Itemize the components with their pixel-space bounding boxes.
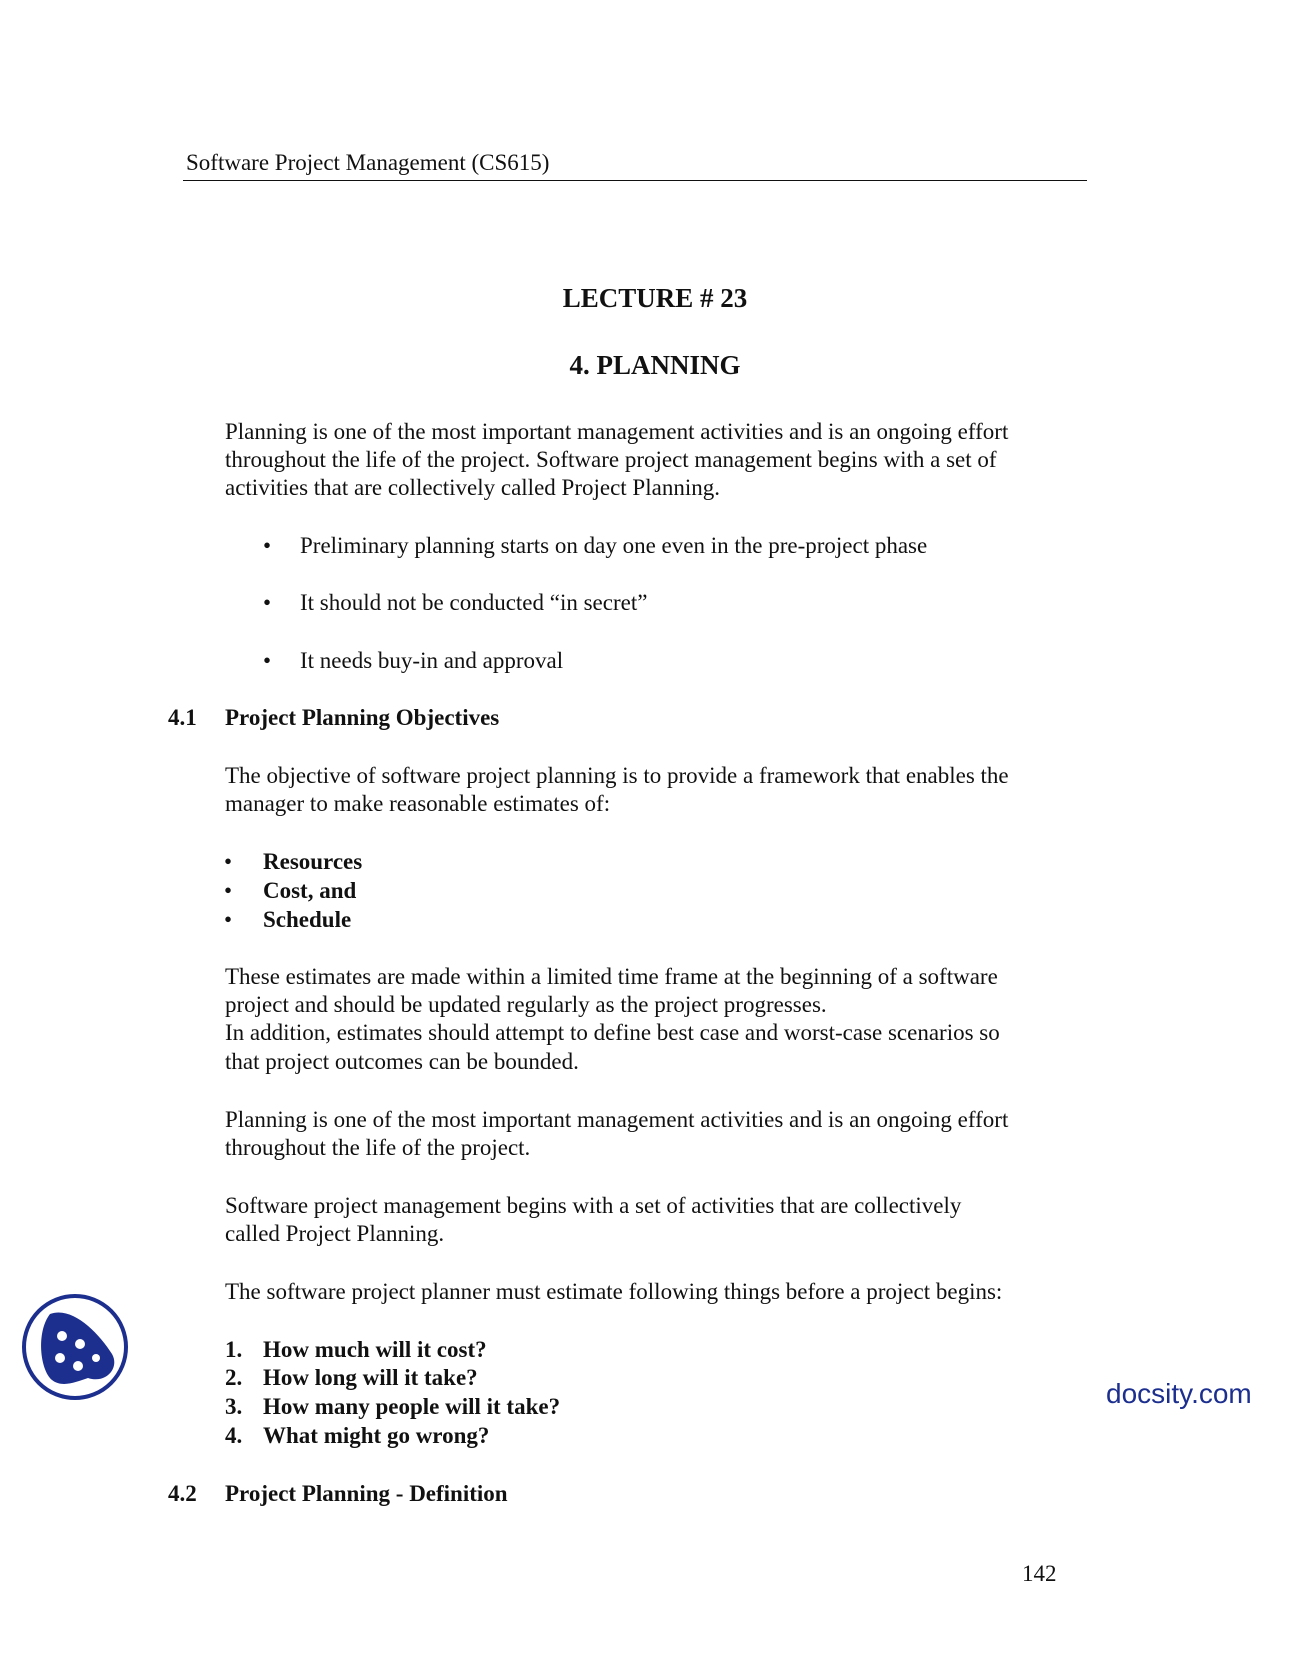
page-number: 142	[1022, 1561, 1057, 1586]
objective-line-1: The objective of software project planning is to provide a framework that enables the	[225, 763, 1009, 788]
document-header: Software Project Management (CS615)	[186, 150, 550, 175]
estimate-resources: Resources	[263, 849, 363, 874]
intro-bullet-3: It needs buy-in and approval	[300, 648, 564, 673]
bullet-icon: •	[263, 533, 272, 558]
intro-line-3: activities that are collectively called Project Planning.	[225, 475, 720, 500]
estimate-cost: Cost, and	[263, 878, 357, 903]
section-4-2-number: 4.2	[168, 1481, 197, 1506]
question-4-number: 4.	[225, 1423, 243, 1448]
intro-line-1: Planning is one of the most important management activities and is an ongoing effort	[225, 419, 1009, 444]
estimates-line-4: that project outcomes can be bounded.	[225, 1049, 579, 1074]
planning-line-2: throughout the life of the project.	[225, 1135, 531, 1160]
section-4-1-number: 4.1	[168, 705, 197, 730]
question-3: How many people will it take?	[263, 1394, 561, 1419]
bullet-icon: •	[263, 648, 272, 673]
estimates-line-2: project and should be updated regularly as the project progresses.	[225, 992, 827, 1017]
bullet-icon: •	[263, 590, 272, 615]
planner-line: The software project planner must estimate following things before a project begins:	[225, 1279, 1003, 1304]
bullet-icon: •	[224, 878, 233, 903]
question-4: What might go wrong?	[263, 1423, 490, 1448]
estimate-schedule: Schedule	[263, 907, 352, 932]
question-3-number: 3.	[225, 1394, 243, 1419]
intro-bullet-1: Preliminary planning starts on day one even in the pre-project phase	[300, 533, 928, 558]
question-2: How long will it take?	[263, 1365, 478, 1390]
question-2-number: 2.	[225, 1365, 243, 1390]
question-1: How much will it cost?	[263, 1337, 487, 1362]
intro-bullet-2: It should not be conducted “in secret”	[300, 590, 648, 615]
intro-line-2: throughout the life of the project. Software project management begins with a set of	[225, 447, 997, 472]
objective-line-2: manager to make reasonable estimates of:	[225, 791, 611, 816]
question-1-number: 1.	[225, 1337, 243, 1362]
section-4-2-title: Project Planning - Definition	[225, 1481, 508, 1506]
header-rule	[183, 180, 1087, 181]
bullet-icon: •	[224, 849, 233, 874]
section-4-1-title: Project Planning Objectives	[225, 705, 500, 730]
docsity-watermark[interactable]: docsity.com	[1106, 1378, 1252, 1409]
planning-line-1: Planning is one of the most important management activities and is an ongoing effort	[225, 1107, 1009, 1132]
management-line-2: called Project Planning.	[225, 1221, 445, 1246]
lecture-title: LECTURE # 23	[562, 283, 748, 313]
estimates-line-3: In addition, estimates should attempt to define best case and worst-case scenarios so	[225, 1020, 1000, 1045]
bullet-icon: •	[224, 907, 233, 932]
management-line-1: Software project management begins with a set of activities that are collectively	[225, 1193, 962, 1218]
estimates-line-1: These estimates are made within a limited time frame at the beginning of a software	[225, 964, 998, 989]
docsity-logo-icon[interactable]	[20, 1292, 130, 1402]
chapter-title: 4. PLANNING	[569, 350, 741, 380]
